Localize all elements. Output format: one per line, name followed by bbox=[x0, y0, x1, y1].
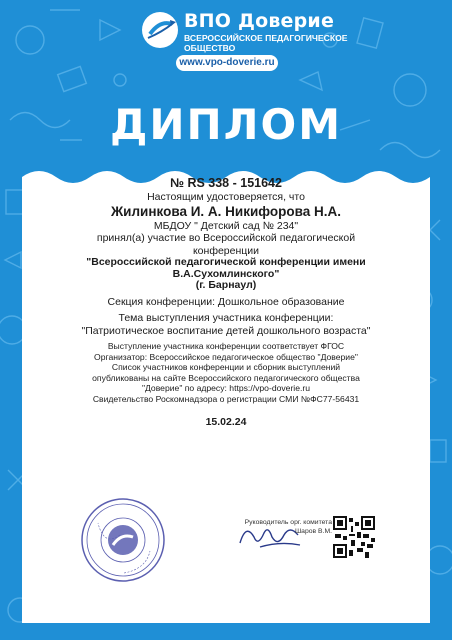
qr-code-icon[interactable] bbox=[333, 515, 375, 559]
topic-label: Тема выступления участника конференции: bbox=[118, 312, 334, 324]
certify-text: Настоящим удостоверяется, что bbox=[147, 191, 305, 203]
note-line: Организатор: Всероссийское педагогическое общество "Доверие" bbox=[94, 351, 358, 362]
signer-role: Руководитель орг. комитета bbox=[244, 519, 332, 526]
org-subtitle-line: ОБЩЕСТВО bbox=[184, 42, 236, 53]
issue-date: 15.02.24 bbox=[205, 416, 247, 428]
conference-name: "Всероссийской педагогической конференции имени bbox=[86, 256, 366, 268]
note-line: "Доверие" по адресу: https://vpo-doverie.ru bbox=[141, 383, 311, 393]
diploma-title: ДИПЛОМ bbox=[109, 100, 343, 149]
note-line: опубликованы на сайте Всероссийского педагогического общества bbox=[92, 372, 360, 383]
signer-block bbox=[232, 518, 332, 536]
diploma-number: № RS 338 - 151642 bbox=[170, 176, 282, 190]
logo-emblem-icon bbox=[142, 12, 178, 48]
recipient-names: Жилинкова И. А. Никифорова Н.А. bbox=[110, 203, 342, 219]
org-logo bbox=[142, 10, 348, 60]
note-line: Выступление участника конференции соответствует ФГОС bbox=[107, 341, 345, 351]
org-subtitle bbox=[184, 34, 354, 53]
participation-line: конференции bbox=[192, 244, 260, 257]
official-stamp-icon bbox=[80, 497, 166, 583]
conference-city: (г. Барнаул) bbox=[195, 279, 257, 291]
org-name: ВПО Доверие bbox=[184, 10, 335, 32]
note-line: Список участников конференции и сборник выступлений bbox=[111, 362, 341, 372]
participation-line: принял(а) участие во Всероссийской педагогической bbox=[96, 232, 356, 244]
institution: МБДОУ " Детский сад № 234" bbox=[153, 219, 299, 232]
diploma-content bbox=[22, 176, 430, 429]
signer-name: Шаров В.М. bbox=[294, 528, 332, 535]
conference-name: В.А.Сухомлинского" bbox=[172, 267, 280, 280]
org-subtitle-line: ВСЕРОССИЙСКОЕ ПЕДАГОГИЧЕСКОЕ bbox=[184, 33, 348, 43]
website-link[interactable]: www.vpo-doverie.ru bbox=[176, 55, 278, 71]
topic-title: "Патриотическое воспитание детей дошкольного возраста" bbox=[81, 324, 371, 337]
conference-section: Секция конференции: Дошкольное образование bbox=[107, 295, 345, 308]
note-line: Свидетельство Роскомнадзора о регистрации СМИ №ФС77-56431 bbox=[92, 393, 360, 404]
